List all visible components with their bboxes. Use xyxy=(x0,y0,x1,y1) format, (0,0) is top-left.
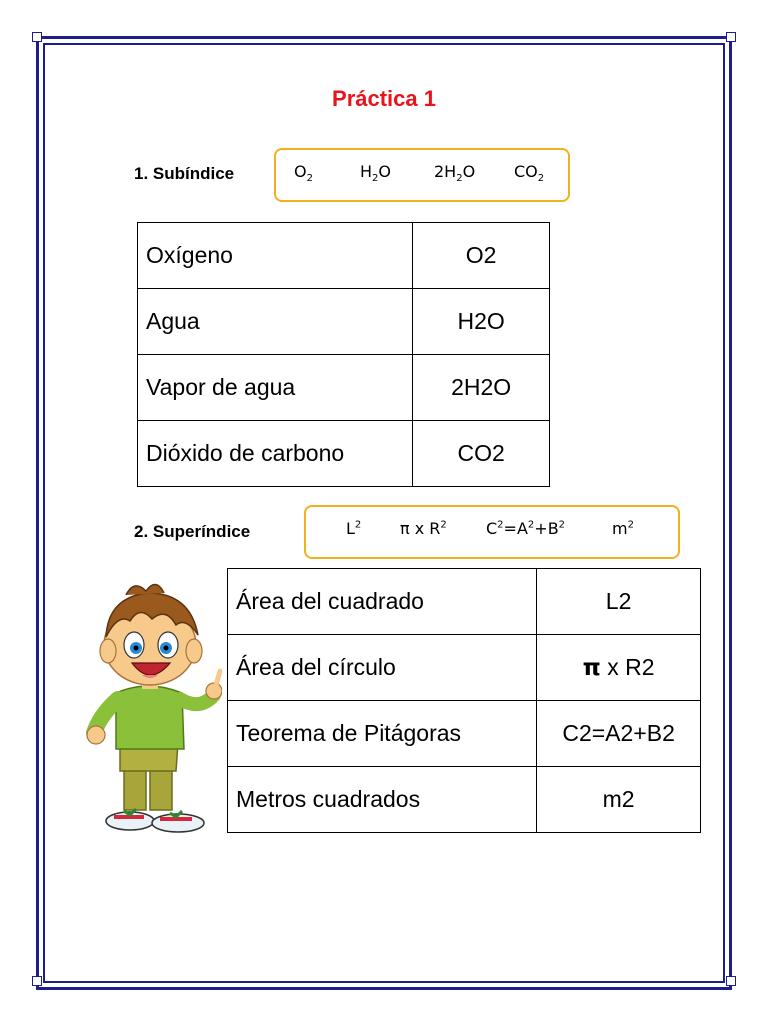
subscript-table xyxy=(137,222,550,487)
formula-l2: $L^2$ xyxy=(346,519,362,538)
pi-symbol: π xyxy=(582,655,601,681)
table-cell-value-text: x R2 xyxy=(600,654,655,680)
table-cell-value: L2 xyxy=(537,569,701,635)
formula-pi-r2: π x $R^2$ xyxy=(400,519,447,538)
table-row xyxy=(228,569,701,635)
table-row xyxy=(138,289,550,355)
corner-ornament xyxy=(32,32,42,42)
corner-ornament xyxy=(726,32,736,42)
formula-o2: $O_2$ xyxy=(294,162,313,185)
table-cell-value: O2 xyxy=(413,223,550,289)
corner-ornament xyxy=(32,976,42,986)
table-cell-name: Área del cuadrado xyxy=(228,569,537,635)
table-row xyxy=(138,355,550,421)
table-cell-name: Dióxido de carbono xyxy=(138,421,413,487)
section-label-subindice: 1. Subíndice xyxy=(134,164,235,183)
table-cell-name: Área del círculo xyxy=(228,635,537,701)
table-cell-value xyxy=(537,635,701,701)
table-row xyxy=(138,223,550,289)
page-title: Práctica 1 xyxy=(332,86,436,111)
superscript-formula-box xyxy=(304,505,680,559)
table-cell-value: CO2 xyxy=(413,421,550,487)
table-cell-name: Teorema de Pitágoras xyxy=(228,701,537,767)
table-row xyxy=(138,421,550,487)
formula-h2o: $H_2O$ xyxy=(360,162,391,185)
formula-co2: $CO_2$ xyxy=(514,162,545,185)
table-cell-value: 2H2O xyxy=(413,355,550,421)
table-cell-name: Vapor de agua xyxy=(138,355,413,421)
subscript-formula-box xyxy=(274,148,570,202)
cartoon-boy-illustration xyxy=(86,575,222,837)
formula-2h2o: $2H_2O$ xyxy=(434,162,476,185)
table-cell-value: H2O xyxy=(413,289,550,355)
corner-ornament xyxy=(726,976,736,986)
table-cell-name: Agua xyxy=(138,289,413,355)
superscript-table xyxy=(227,568,701,833)
table-row xyxy=(228,635,701,701)
table-row xyxy=(228,701,701,767)
table-cell-name: Metros cuadrados xyxy=(228,767,537,833)
table-cell-value: C2=A2+B2 xyxy=(537,701,701,767)
table-cell-name: Oxígeno xyxy=(138,223,413,289)
formula-pythagoras: $C^2=A^2+B^2$ xyxy=(486,519,566,538)
formula-m2: $m^2$ xyxy=(612,519,634,538)
table-cell-value: m2 xyxy=(537,767,701,833)
section-label-superindice: 2. Superíndice xyxy=(134,522,251,541)
table-row xyxy=(228,767,701,833)
